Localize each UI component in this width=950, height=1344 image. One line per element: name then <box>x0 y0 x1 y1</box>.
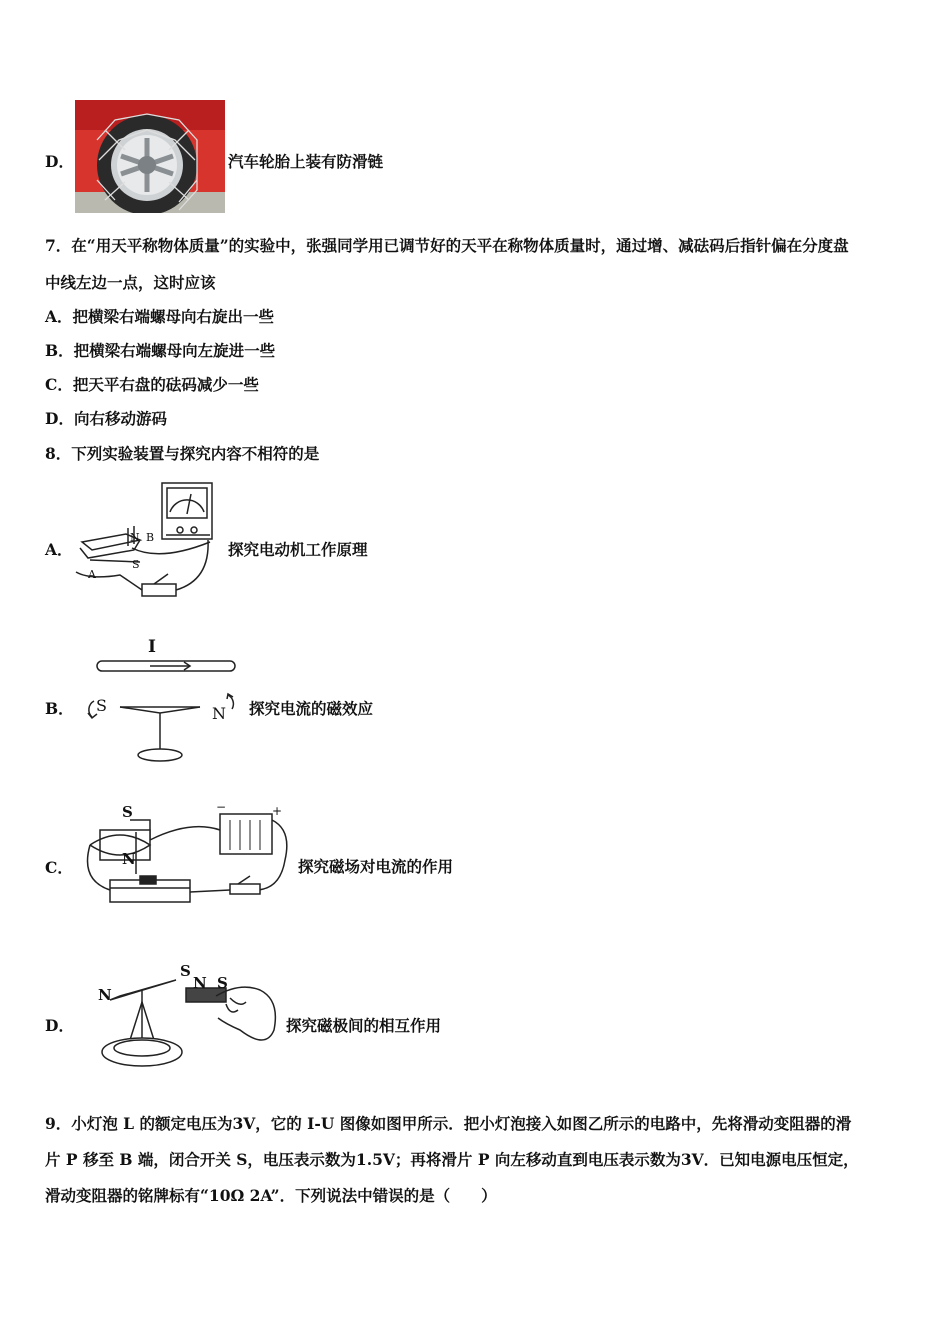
needle-label-N: N <box>98 986 112 1004</box>
q8-option-d-letter: D． <box>45 1016 74 1035</box>
q8-option-b-caption: 探究电流的磁效应 <box>249 699 374 718</box>
needle-label-S: S <box>180 962 191 980</box>
oersted-experiment-apparatus <box>80 635 245 767</box>
label-S: S <box>96 696 107 715</box>
magnet-interaction-apparatus <box>90 960 282 1075</box>
magnet-label-S: S <box>217 974 228 992</box>
q8-option-d-caption: 探究磁极间的相互作用 <box>286 1016 442 1035</box>
magnetic-force-on-current-apparatus <box>80 800 292 912</box>
label-S: S <box>132 558 140 571</box>
q8-option-a-caption: 探究电动机工作原理 <box>228 540 368 559</box>
label-plus: + <box>272 804 283 818</box>
magnet-label-N: N <box>193 974 207 992</box>
q8-option-a-letter: A． <box>45 540 73 559</box>
label-B: B <box>146 531 155 544</box>
label-N: N <box>122 850 136 868</box>
q8-stem: 8．下列实验装置与探究内容不相符的是 <box>45 444 320 463</box>
current-label-I: I <box>148 637 156 657</box>
q7-stem-line1: 7．在“用天平称物体质量”的实验中，张强同学用已调节好的天平在称物体质量时，通过增、减砝码后指针偏在分度盘 <box>45 236 849 255</box>
q8-option-b-letter: B． <box>45 699 74 718</box>
q8-option-c-caption: 探究磁场对电流的作用 <box>298 857 454 876</box>
q9-line1: 9．小灯泡 L 的额定电压为3V，它的 I-U 图像如图甲所示．把小灯泡接入如图乙所示的电路中，先将滑动变阻器的滑 <box>45 1114 852 1133</box>
q7-option-a: A．把横梁右端螺母向右旋出一些 <box>45 307 275 326</box>
q6-option-d-letter: D． <box>45 152 74 171</box>
motor-principle-apparatus <box>70 480 220 602</box>
label-S: S <box>122 803 133 821</box>
q7-option-c: C．把天平右盘的砝码减少一些 <box>45 375 259 394</box>
q7-stem-line2: 中线左边一点，这时应该 <box>45 273 216 292</box>
tire-snow-chain-photo <box>75 100 225 213</box>
label-A: A <box>88 568 96 581</box>
q6-option-d-caption: 汽车轮胎上装有防滑链 <box>228 152 384 171</box>
q8-option-c-letter: C． <box>45 858 73 877</box>
label-minus: − <box>216 800 227 814</box>
q9-line3: 滑动变阻器的铭牌标有“10Ω 2A”．下列说法中错误的是（ ） <box>45 1186 497 1205</box>
q7-option-b: B．把横梁右端螺母向左旋进一些 <box>45 341 276 360</box>
label-N: N <box>212 704 226 723</box>
q9-line2: 片 P 移至 B 端，闭合开关 S，电压表示数为1.5V；再将滑片 P 向左移动直到电压表示数为3V．已知电源电压恒定， <box>45 1150 859 1169</box>
label-N: N <box>130 531 140 544</box>
q7-option-d: D．向右移动游码 <box>45 409 167 428</box>
